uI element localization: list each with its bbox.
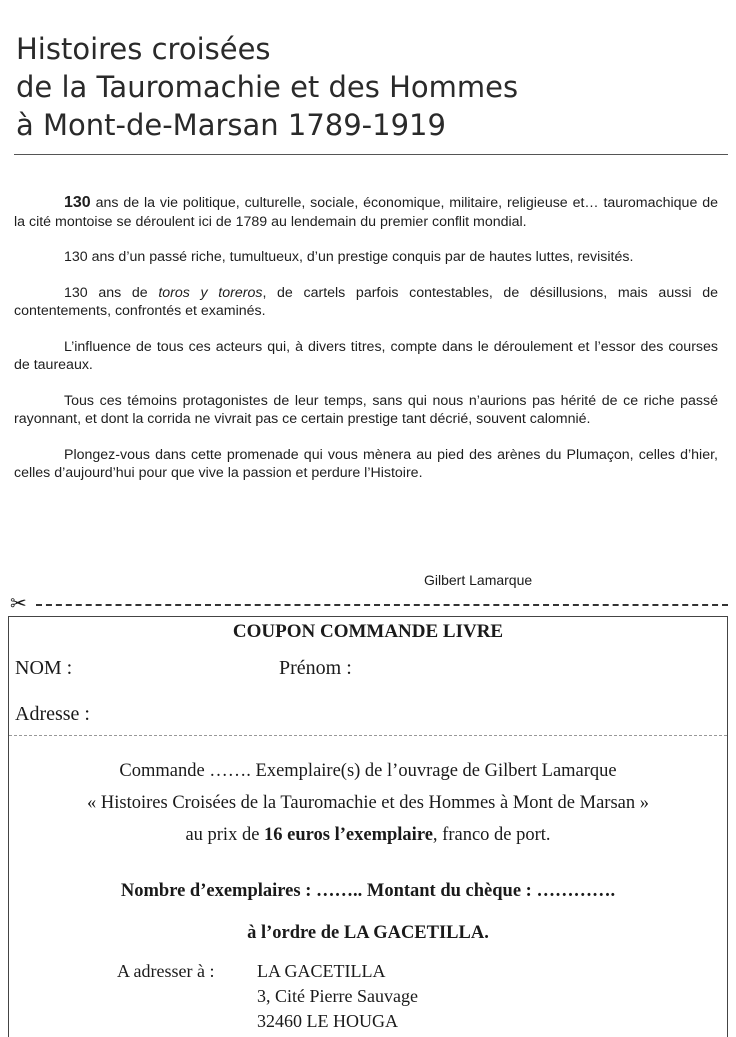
price-line [9,825,727,846]
title-divider [14,154,728,155]
intro-paragraph-3-start: 130 ans de [64,284,159,301]
order-coupon [8,616,728,1037]
intro-text [14,194,718,483]
intro-paragraph-3-end: , de cartels parfois contestables, de désillusions, mais aussi de contentements, confrontés et examinés. [14,284,718,319]
title-line-2: de la Tauromachie et des Hommes [16,70,519,104]
dashed-cut-line [36,604,728,606]
price-prefix: au prix de [185,825,265,845]
address-line-1: LA GACETILLA [257,961,386,981]
adresse-label: Adresse : [15,703,90,725]
intro-paragraph-6: Plongez-vous dans cette promenade qui vous mènera au pied des arènes du Plumaçon, celles d’hier, celles d’aujourd’hui pour que vive la passion et perdure l’Histoire. [14,446,718,481]
payable-to-line: à l’ordre de LA GACETILLA. [247,923,489,943]
address-line-3: 32460 LE HOUGA [257,1011,398,1031]
order-line: Commande ……. Exemplaire(s) de l’ouvrage de Gilbert Lamarque [119,761,617,781]
page-title [16,30,716,144]
intro-paragraph-5: Tous ces témoins protagonistes de leur temps, sans qui nous n’aurions pas hérité de ce riche passé rayonnant, et dont la corrida ne vivrait pas ce certain prestige tant décrié, souvent calomnié. [14,392,718,427]
quantity-amount-line: Nombre d’exemplaires : …….. Montant du chèque : …………. [120,881,616,901]
intro-paragraph-1 [14,194,718,231]
cut-line [10,592,728,614]
intro-paragraph-1-text: ans de la vie politique, culturelle, sociale, économique, militaire, religieuse et… tauromachique de la cité montoise se déroulent ici de 1789 au lendemain du premier conflit mondial. [14,195,718,230]
author-signature: Gilbert Lamarque [424,572,533,588]
intro-number: 130 [64,194,91,211]
fold-line [9,735,727,736]
address-lines [257,959,418,1034]
title-line-3: à Mont-de-Marsan 1789-1919 [16,108,446,142]
book-title-line: « Histoires Croisées de la Tauromachie et des Hommes à Mont de Marsan » [87,793,649,813]
send-to-label: A adresser à : [117,961,215,981]
scissors-icon: ✂ [10,591,27,615]
title-line-1: Histoires croisées [16,32,271,66]
price-amount: 16 euros l’exemplaire [264,825,433,845]
intro-paragraph-2: 130 ans d’un passé riche, tumultueux, d’un prestige conquis par de hautes luttes, revisités. [64,249,634,265]
prenom-label: Prénom : [279,657,352,679]
intro-paragraph-3-italic: toros y toreros [158,284,263,301]
intro-paragraph-4: L’influence de tous ces acteurs qui, à divers titres, compte dans le déroulement et l’essor des courses de taureaux. [14,338,718,373]
price-suffix: , franco de port. [432,825,551,845]
intro-paragraph-3 [14,284,718,321]
nom-label: NOM : [15,657,73,679]
address-line-2: 3, Cité Pierre Sauvage [257,986,418,1006]
coupon-title: COUPON COMMANDE LIVRE [232,621,504,642]
